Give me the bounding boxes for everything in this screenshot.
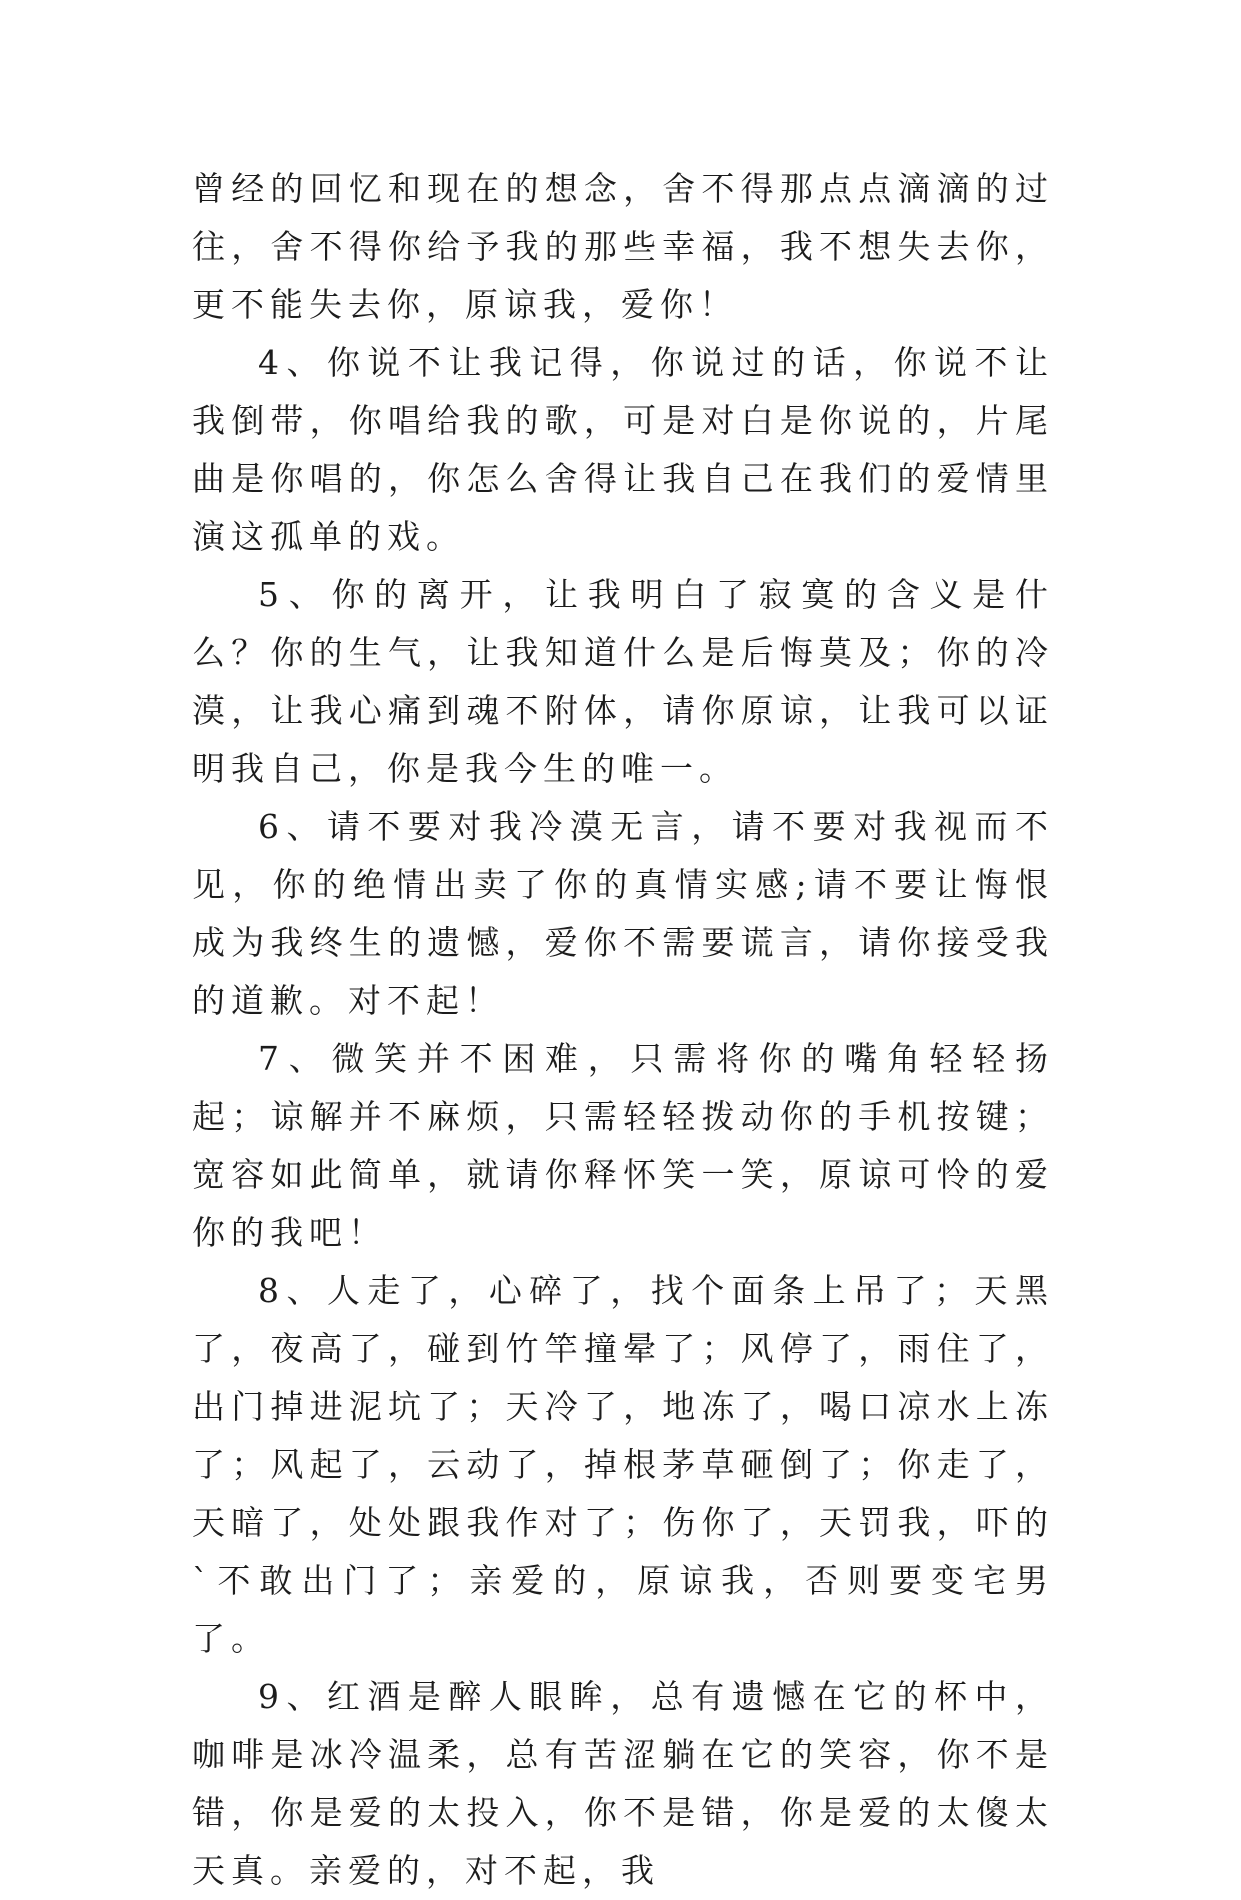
paragraph-item-4: 4、你说不让我记得，你说过的话，你说不让我倒带，你唱给我的歌，可是对白是你说的，片尾曲是你唱的，你怎么舍得让我自己在我们的爱情里演这孤单的戏。 [192,343,1054,556]
paragraph-item-8: 8、人走了，心碎了，找个面条上吊了；天黑了，夜高了，碰到竹竿撞晕了；风停了，雨住了，出门掉进泥坑了；天冷了，地冻了，喝口凉水上冻了；风起了，云动了，掉根茅草砸倒了；你走了，天暗了，处处跟我作对了；伤你了，天罚我，吓的`不敢出门了；亲爱的，原谅我，否则要变宅男了。 [192,1271,1054,1658]
paragraph-continuation: 曾经的回忆和现在的想念，舍不得那点点滴滴的过往，舍不得你给予我的那些幸福，我不想失去你，更不能失去你，原谅我，爱你！ [192,169,1054,324]
paragraph-item-7: 7、微笑并不困难，只需将你的嘴角轻轻扬起；谅解并不麻烦，只需轻轻拨动你的手机按键；宽容如此简单，就请你释怀笑一笑，原谅可怜的爱你的我吧！ [192,1039,1054,1252]
paragraph-item-6: 6、请不要对我冷漠无言，请不要对我视而不见，你的绝情出卖了你的真情实感;请不要让悔恨成为我终生的遗憾，爱你不需要谎言，请你接受我的道歉。对不起！ [192,807,1054,1020]
document-body [192,160,1054,1900]
paragraph-item-5: 5、你的离开，让我明白了寂寞的含义是什么？你的生气，让我知道什么是后悔莫及；你的冷漠，让我心痛到魂不附体，请你原谅，让我可以证明我自己，你是我今生的唯一。 [192,575,1054,788]
paragraph-item-9: 9、红酒是醉人眼眸，总有遗憾在它的杯中，咖啡是冰冷温柔，总有苦涩躺在它的笑容，你不是错，你是爱的太投入，你不是错，你是爱的太傻太天真。亲爱的，对不起，我 [192,1677,1054,1890]
